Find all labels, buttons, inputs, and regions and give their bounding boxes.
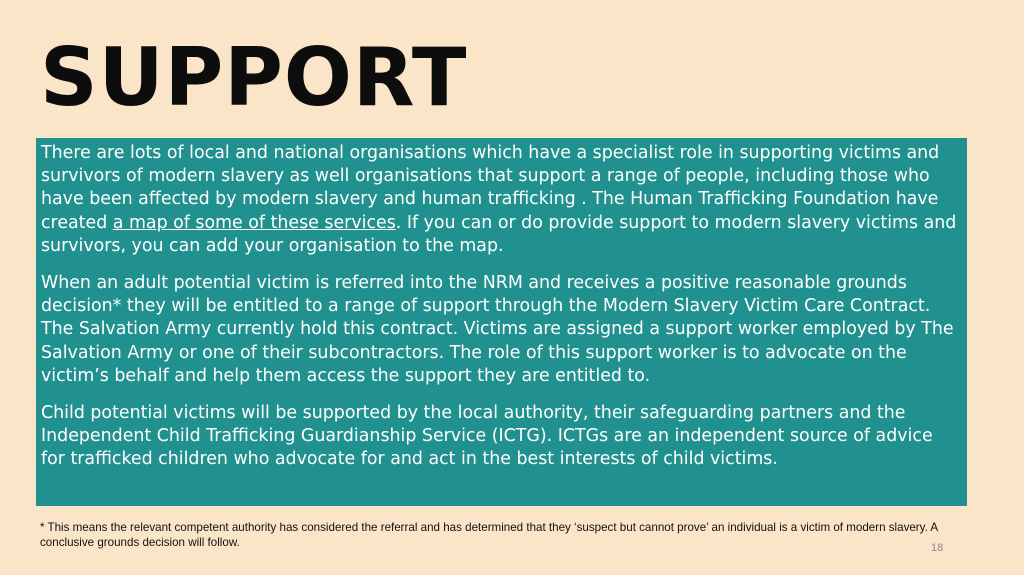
slide-title: SUPPORT xyxy=(40,31,468,124)
footnote: * This means the relevant competent authority has considered the referral and has determined that they ‘suspect but cannot prove’ an individual is a victim of modern slavery. A conclusive grounds decision will follow. xyxy=(40,521,938,549)
paragraph-organisations xyxy=(41,142,961,258)
services-map-link[interactable]: a map of some of these services xyxy=(112,212,396,233)
paragraph-organisations-text: There are lots of local and national organisations which have a specialist role in supporting victims and survivors of modern slavery as well organisations that support a range of people, including those who have been affected by modern slavery and human trafficking . The Human Trafficking Foundation have created xyxy=(41,143,940,233)
paragraph-organisations-text-end: . If you can or do provide support to modern slavery victims and survivors, you can add your organisation to the map. xyxy=(41,212,957,256)
page-number: 18 xyxy=(931,542,944,554)
paragraph-child-victims: Child potential victims will be supported by the local authority, their safeguarding partners and the Independent Child Trafficking Guardianship Service (ICTG). ICTGs are an independent source of advice for trafficked children who advocate for and act in the best interests of child victims. xyxy=(41,403,933,470)
paragraph-adult-victims: When an adult potential victim is referred into the NRM and receives a positive reasonable grounds decision* they will be entitled to a range of support through the Modern Slavery Victim Care Contract. The Salvation Army currently hold this contract. Victims are assigned a support worker employed by The Salvation Army or one of their subcontractors. The role of this support worker is to advocate on the victim’s behalf and help them access the support they are entitled to. xyxy=(41,273,954,386)
support-text-panel xyxy=(36,138,967,506)
